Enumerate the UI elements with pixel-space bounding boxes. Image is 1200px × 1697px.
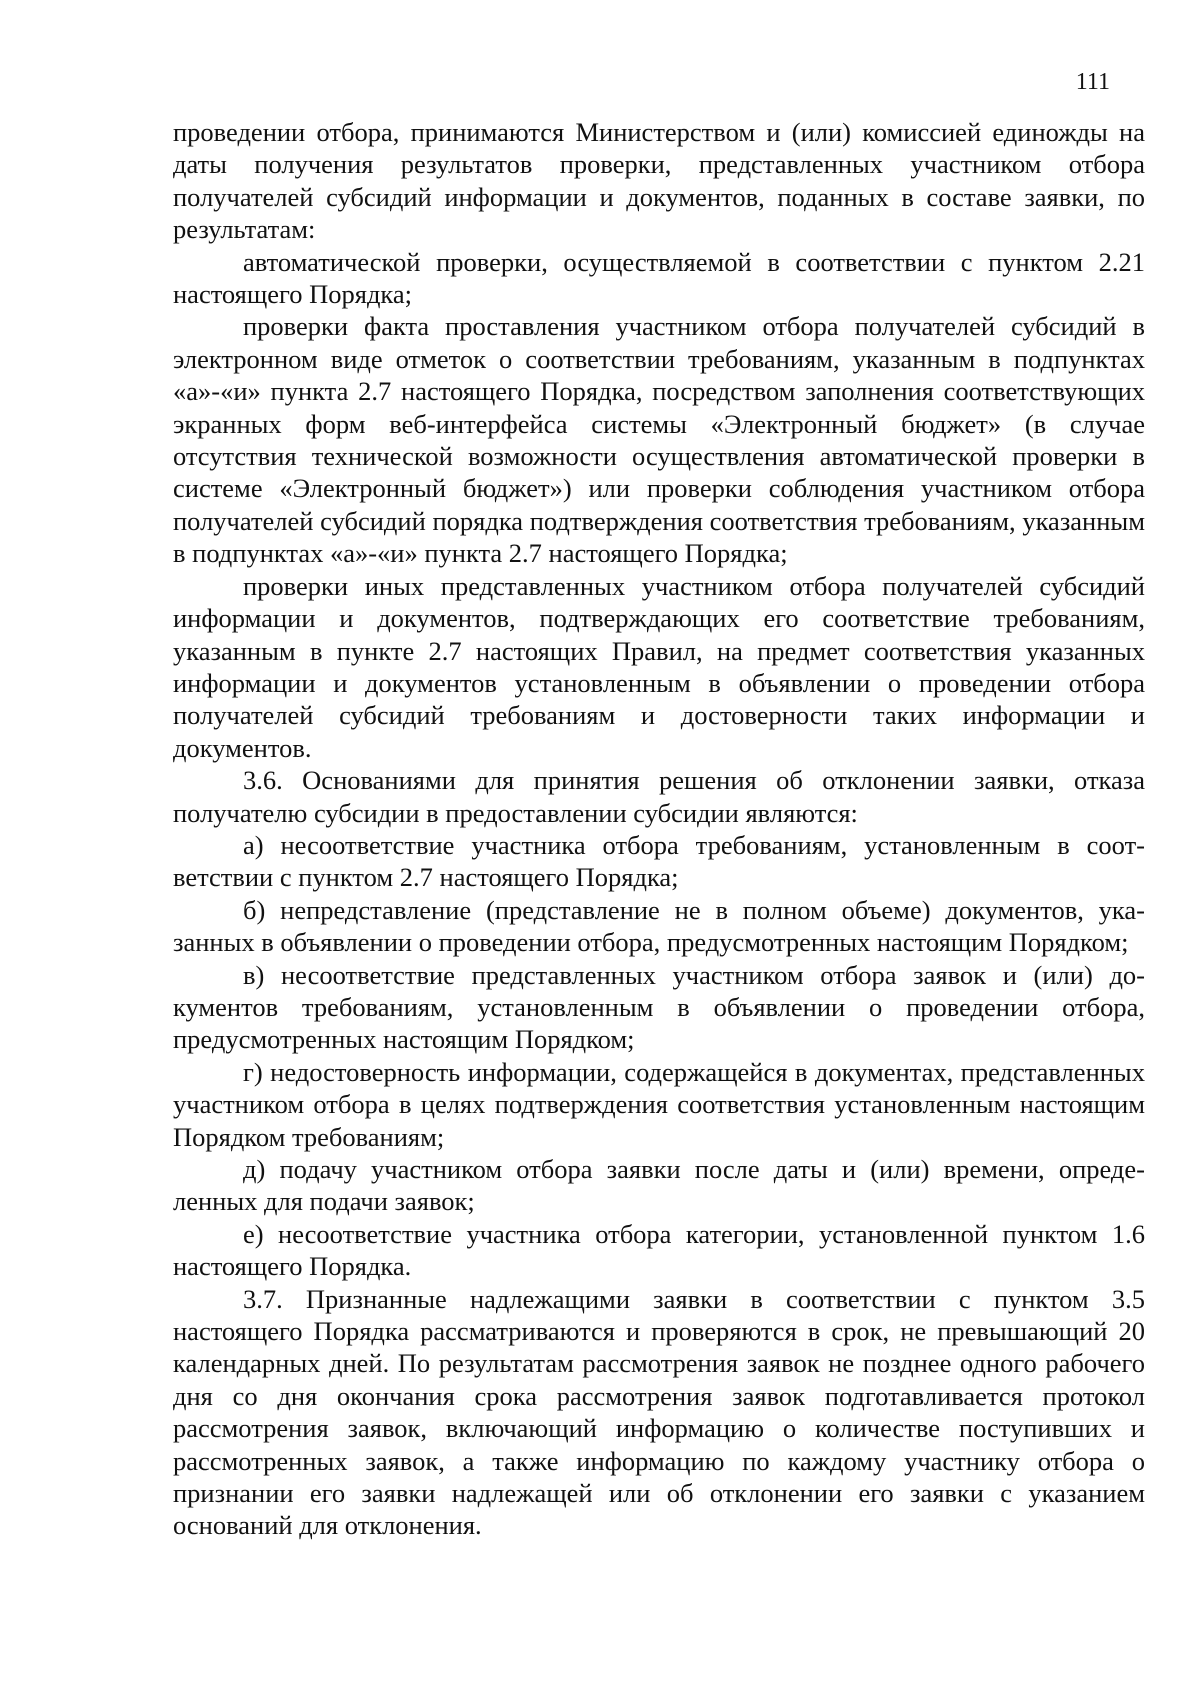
list-item-e: е) несоответствие участника отбора категории, установленной пунктом 1.6 настоящего Порядка. bbox=[173, 1218, 1145, 1282]
paragraph-clause-3-7: 3.7. Признанные надлежащими заявки в соответствии с пунктом 3.5 настоящего Порядка рассматриваются и проверяются в срок, не превышающий 20 календарных дней. По результатам рассмотрения заявок не позднее одного рабочего дня со дня окончания срока рассмотрения заявок подготавливается протокол рассмотрения заявок, включающий информацию о количестве поступивших и рассмотренных заявок, а также информацию по каждому участнику отбора о признании его заявки надлежащей или об отклонении его заявки с указанием оснований для отклонения. bbox=[173, 1283, 1145, 1541]
paragraph-clause-3-6: 3.6. Основаниями для принятия решения об отклонении заявки, отказа получателю субсидии в предоставлении субсидии являются: bbox=[173, 765, 1145, 828]
list-item-b: б) непредставление (представление не в полном объеме) документов, указанных в объявлении о проведении отбора, предусмотренных настоящим Порядком; bbox=[173, 894, 1145, 958]
list-item-d: д) подачу участником отбора заявки после даты и (или) времени, определенных для подачи заявок; bbox=[173, 1154, 1145, 1217]
paragraph-other-documents-check: проверки иных представленных участником отбора получателей субсидий информации и документов, подтверждающих его соответствие требованиям, указанным в пункте 2.7 настоящих Правил, на предмет соответствия указанных информации и документов установленным в объявлении о проведении отбора получателей субсидий требованиям и достоверности таких информации и документов. bbox=[173, 570, 1145, 763]
paragraph-marks-check: проверки факта проставления участником отбора получателей субсидий в электронном виде отметок о соответствии требованиям, указанным в подпунктах «а»-«и» пункта 2.7 настоящего Порядка, посредством заполнения соответствующих экранных форм веб-интерфейса системы «Электронный бюджет» (в случае отсутствия технической возможности осуществления автоматической проверки в системе «Электронный бюджет») или проверки соблюдения участником отбора получателей субсидий порядка подтверждения соответствия требованиям, указанным в подпунктах «а»-«и» пункта 2.7 настоящего Порядка; bbox=[173, 311, 1145, 569]
list-item-a: а) несоответствие участника отбора требованиям, установленным в соответствии с пунктом 2.7 настоящего Порядка; bbox=[173, 829, 1145, 893]
list-item-g: г) недостоверность информации, содержащейся в документах, представленных участником отбора в целях подтверждения соответствия установленным настоящим Порядком требованиям; bbox=[173, 1056, 1145, 1152]
paragraph-automatic-check: автоматической проверки, осуществляемой в соответствии с пунктом 2.21 настоящего Порядка; bbox=[173, 246, 1145, 310]
list-item-v: в) несоответствие представленных участником отбора заявок и (или) документов требованиям, установленным в объявлении о проведении отбора, предусмотренных настоящим Порядком; bbox=[173, 959, 1145, 1055]
paragraph-continuation: проведении отбора, принимаются Министерством и (или) комиссией единожды на даты получения результатов проверки, представленных участником отбора получателей субсидий информации и документов, поданных в составе заявки, по результатам: bbox=[173, 117, 1145, 245]
page-number: 111 bbox=[1075, 69, 1110, 95]
document-body bbox=[173, 116, 1145, 1542]
